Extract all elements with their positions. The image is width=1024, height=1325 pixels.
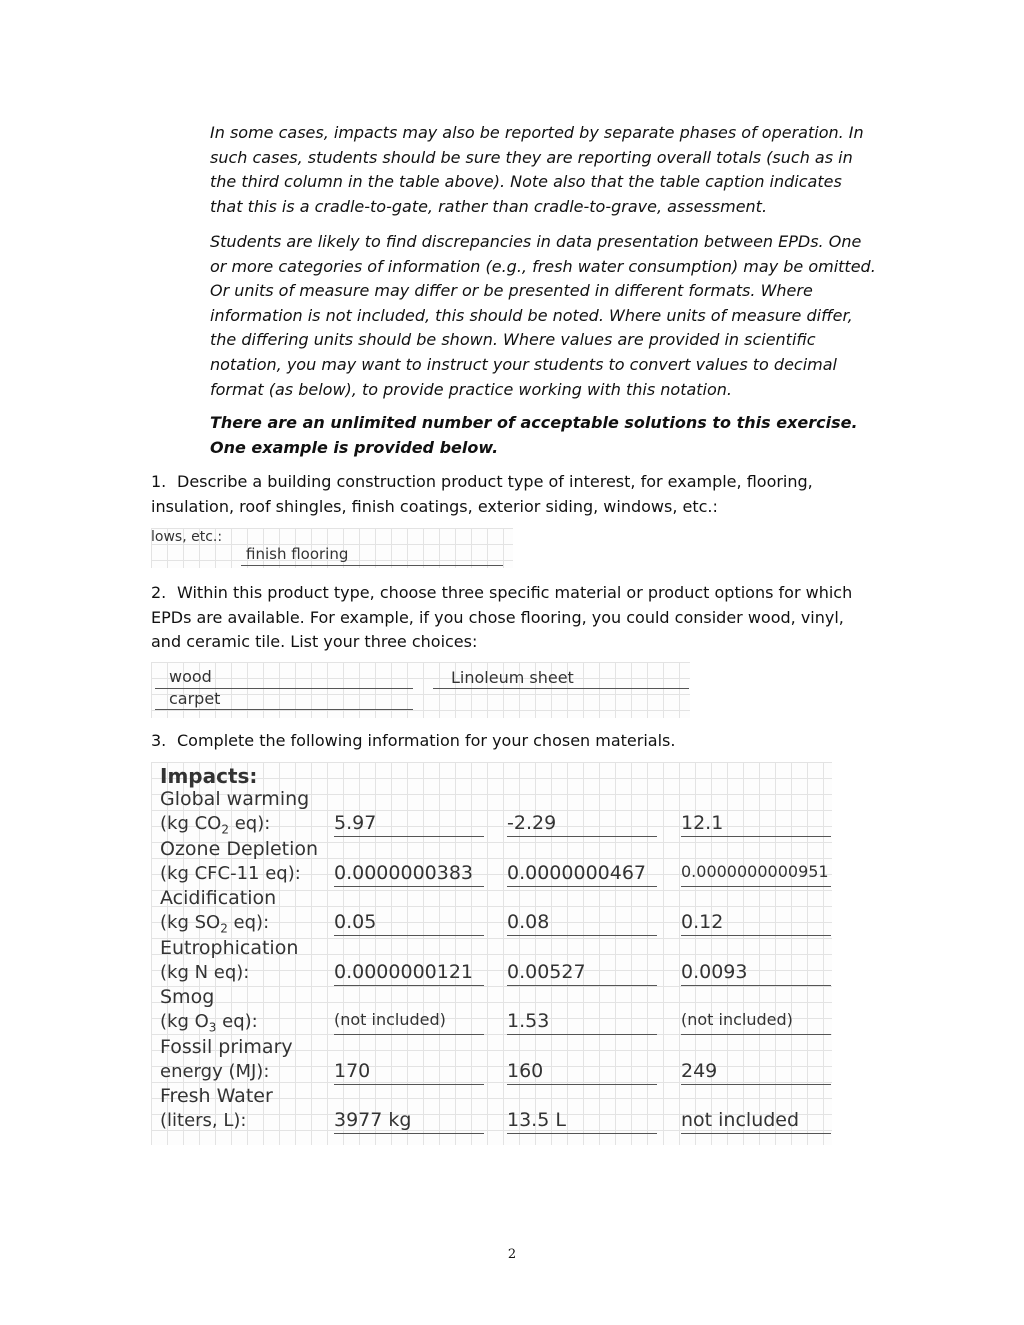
impact-unit bbox=[160, 912, 269, 936]
impact-value: -2.29 bbox=[507, 812, 557, 834]
impact-value-underline bbox=[334, 1034, 484, 1035]
impact-unit-subscript: 3 bbox=[208, 1020, 217, 1035]
impact-value-underline bbox=[334, 886, 484, 887]
answer-2-snippet bbox=[151, 662, 690, 718]
impact-unit-suffix: eq): bbox=[227, 912, 270, 933]
impact-value-underline bbox=[681, 935, 831, 936]
impact-value-underline bbox=[507, 985, 657, 986]
impact-value: 0.0000000467 bbox=[507, 861, 647, 884]
choice-2: carpet bbox=[169, 689, 221, 708]
impact-value: 0.05 bbox=[334, 911, 377, 933]
impact-name: Fresh Water bbox=[160, 1085, 273, 1107]
impact-name: Eutrophication bbox=[160, 936, 299, 959]
impact-value: 0.0000000000951 bbox=[681, 861, 829, 881]
answer-1-underline bbox=[241, 565, 503, 566]
impact-unit bbox=[160, 1110, 247, 1131]
question-1-text: Describe a building construction product type of interest, for example, flooring, insulation, roof shingles, finish coatings, exterior siding, windows, etc.: bbox=[151, 472, 813, 516]
impact-value: (not included) bbox=[681, 1010, 793, 1029]
impact-unit-prefix: (kg SO bbox=[160, 912, 221, 933]
impact-name: Fossil primary bbox=[160, 1035, 293, 1058]
impact-unit-prefix: energy (MJ): bbox=[160, 1060, 270, 1082]
impact-value: 13.5 L bbox=[507, 1109, 566, 1131]
impact-value: 0.0000000383 bbox=[334, 861, 474, 884]
impact-value-underline bbox=[507, 886, 657, 887]
impact-value: 160 bbox=[507, 1059, 544, 1082]
impact-value-underline bbox=[681, 1034, 831, 1035]
choice-3-underline bbox=[433, 688, 689, 689]
note-paragraph-solutions: There are an unlimited number of acceptable solutions to this exercise. One example is provided below. bbox=[210, 413, 858, 457]
impact-unit bbox=[160, 1061, 269, 1082]
impact-name: Smog bbox=[160, 986, 215, 1008]
choice-2-underline bbox=[155, 709, 413, 710]
impact-value: 0.12 bbox=[681, 911, 724, 933]
answer-1-label: lows, etc.: bbox=[151, 529, 223, 545]
impact-value: not included bbox=[681, 1109, 800, 1131]
choice-1: wood bbox=[169, 667, 212, 686]
impact-name: Ozone Depletion bbox=[160, 837, 319, 860]
impact-value: 170 bbox=[334, 1059, 371, 1082]
impact-value-underline bbox=[681, 886, 831, 887]
question-3-number: 3. bbox=[151, 731, 167, 750]
impact-value-underline bbox=[507, 935, 657, 936]
answer-1-snippet bbox=[151, 528, 513, 568]
impacts-heading: Impacts: bbox=[160, 764, 258, 788]
answer-1-value: finish flooring bbox=[246, 545, 349, 563]
impact-value: 5.97 bbox=[334, 812, 377, 834]
impact-value-underline bbox=[681, 1084, 831, 1085]
impact-value: 249 bbox=[681, 1059, 718, 1082]
choice-3: Linoleum sheet bbox=[451, 668, 574, 687]
impact-name: Global warming bbox=[160, 788, 310, 810]
impact-name: Acidification bbox=[160, 887, 277, 909]
impact-value-underline bbox=[334, 1133, 484, 1134]
question-2 bbox=[151, 581, 879, 655]
note-paragraph-phases: In some cases, impacts may also be reported by separate phases of operation. In such cases, students should be sure they are reporting overall totals (such as in the third column in the table above). Note also that the table caption indicates that this is a cradle-to-gate, rather than cradle-to-grave, assessment. bbox=[210, 123, 864, 216]
impact-unit bbox=[160, 813, 270, 837]
impact-unit-prefix: (kg CFC-11 eq): bbox=[160, 862, 301, 884]
impact-value-underline bbox=[681, 836, 831, 837]
impact-value-underline bbox=[681, 1133, 831, 1134]
impact-value: 0.0000000121 bbox=[334, 960, 474, 983]
question-3 bbox=[151, 729, 879, 754]
impact-value: 1.53 bbox=[507, 1010, 550, 1032]
impact-value-underline bbox=[507, 836, 657, 837]
impact-unit-prefix: (kg N eq): bbox=[160, 961, 250, 983]
impact-value-underline bbox=[334, 935, 484, 936]
impact-unit bbox=[160, 1011, 258, 1035]
impact-unit-prefix: (liters, L): bbox=[160, 1110, 247, 1131]
impact-unit bbox=[160, 962, 249, 983]
impact-value-underline bbox=[334, 836, 484, 837]
question-1 bbox=[151, 470, 879, 519]
impact-value-underline bbox=[507, 1034, 657, 1035]
impact-value: 12.1 bbox=[681, 812, 724, 834]
question-2-number: 2. bbox=[151, 583, 167, 602]
impacts-table bbox=[151, 762, 832, 1145]
impact-unit-suffix: eq): bbox=[228, 813, 271, 834]
impact-value-underline bbox=[334, 985, 484, 986]
impact-unit-prefix: (kg O bbox=[160, 1011, 209, 1032]
impact-unit-prefix: (kg CO bbox=[160, 813, 222, 834]
impact-value: (not included) bbox=[334, 1010, 446, 1029]
impact-unit-subscript: 2 bbox=[221, 822, 229, 837]
impact-value-underline bbox=[681, 985, 831, 986]
impact-value: 0.0093 bbox=[681, 960, 748, 983]
question-3-text: Complete the following information for your chosen materials. bbox=[177, 731, 676, 750]
impact-value: 0.00527 bbox=[507, 960, 586, 983]
impact-unit bbox=[160, 863, 301, 884]
impact-value: 0.08 bbox=[507, 911, 550, 933]
note-paragraph-discrepancies: Students are likely to find discrepancies in data presentation between EPDs. One or more categories of information (e.g., fresh water consumption) may be omitted. Or units of measure may differ or be presented in different formats. Where information is not included, this should be noted. Where units of measure differ, the differing units should be shown. Where values are provided in scientific notation, you may want to instruct your students to convert values to decimal format (as below), to provide practice working with this notation. bbox=[210, 232, 876, 399]
impact-unit-subscript: 2 bbox=[220, 921, 228, 936]
impact-unit-suffix: eq): bbox=[216, 1011, 258, 1032]
impact-value-underline bbox=[334, 1084, 484, 1085]
question-1-number: 1. bbox=[151, 472, 167, 491]
impact-value-underline bbox=[507, 1084, 657, 1085]
page-number: 2 bbox=[507, 1247, 517, 1262]
impact-value: 3977 kg bbox=[334, 1109, 412, 1131]
question-2-text: Within this product type, choose three specific material or product options for which EPDs are available. For example, if you chose flooring, you could consider wood, vinyl, and ceramic tile. List your three choices: bbox=[151, 583, 853, 652]
impact-value-underline bbox=[507, 1133, 657, 1134]
